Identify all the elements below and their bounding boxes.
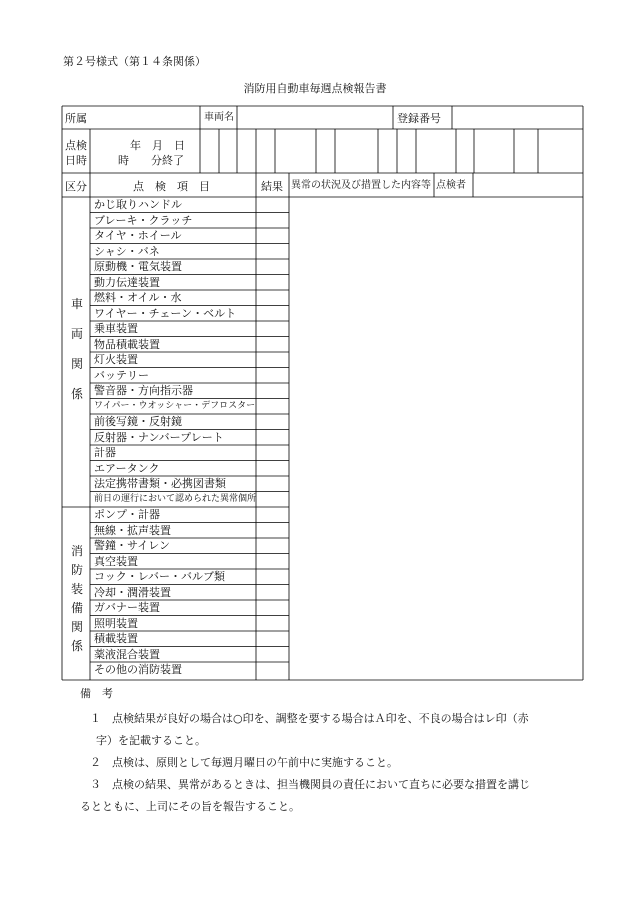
remark-3-line-1: ３ 点検の結果、異常があるときは、担当機関員の責任において直ちに必要な措置を講じ [90, 778, 530, 791]
item-header: 点 検 項 目 [133, 180, 210, 193]
inspection-item: 乗車装置 [94, 322, 138, 335]
inspection-item: コック・レバー・バルブ類 [94, 570, 226, 583]
inspection-item: 灯火装置 [94, 353, 138, 366]
inspection-item: 計器 [94, 446, 116, 459]
inspection-item: ワイヤー・チェーン・ベルト [94, 306, 237, 320]
inspection-item: 無線・拡声装置 [94, 523, 171, 537]
inspection-item: 原動機・電気装置 [94, 260, 182, 273]
result-header: 結果 [261, 180, 283, 193]
registration-number-label: 登録番号 [397, 112, 441, 125]
inspection-item: シャシ・バネ [94, 244, 160, 258]
inspection-item: ガバナー装置 [94, 601, 160, 614]
inspection-item: ワイパー・ウオッシャー・デフロスター [94, 401, 256, 411]
inspection-item: 前日の運行において認められた異常個所 [94, 494, 257, 504]
inspection-item: 燃料・オイル・水 [94, 291, 182, 304]
inspection-item: 前後写鏡・反射鏡 [94, 415, 182, 428]
inspection-item: 薬液混合装置 [94, 647, 160, 661]
inspection-item: かじ取りハンドル [94, 198, 182, 211]
time-field: 時 分終了 [118, 154, 184, 167]
inspection-item: ブレーキ・クラッチ [94, 213, 193, 227]
condition-header: 異常の状況及び措置した内容等 [291, 180, 431, 191]
affiliation-label: 所属 [65, 112, 87, 125]
remark-1-line-2: 字）を記載すること。 [96, 734, 206, 747]
inspection-item: 警鐘・サイレン [94, 539, 170, 552]
inspection-datetime-label-2: 日時 [65, 154, 87, 167]
inspection-item: 照明装置 [94, 616, 138, 630]
inspection-item: タイヤ・ホイール [94, 229, 182, 242]
inspection-item: ポンプ・計器 [94, 508, 160, 521]
inspection-item: 法定携帯書類・必携図書類 [94, 477, 226, 490]
inspection-datetime-label-1: 点検 [65, 139, 87, 152]
inspection-item: 積載装置 [94, 632, 138, 645]
remarks-heading: 備 考 [80, 687, 113, 700]
inspection-item: 動力伝達装置 [94, 275, 160, 289]
inspector-header: 点検者 [436, 180, 466, 191]
inspection-item: 冷却・潤滑装置 [94, 585, 171, 599]
vehicle-category-label: 車 両 関 係 [70, 297, 83, 401]
remark-1-line-1: １ 点検結果が良好の場合は○印を、調整を要する場合はＡ印を、不良の場合はレ印（赤 [90, 712, 529, 725]
vehicle-name-label: 車両名 [204, 112, 234, 123]
form-label: 第２号様式（第１４条関係） [63, 55, 206, 68]
division-header: 区分 [65, 180, 87, 193]
equipment-category-label: 消 防 装 備 関 係 [70, 544, 83, 653]
date-field: 年 月 日 [130, 139, 185, 152]
inspection-item: その他の消防装置 [94, 663, 182, 676]
inspection-item: 警音器・方向指示器 [94, 384, 193, 397]
inspection-item: 反射器・ナンバープレート [94, 430, 224, 444]
document-title: 消防用自動車毎週点検報告書 [243, 82, 387, 95]
inspection-item: エアータンク [94, 461, 160, 475]
inspection-item: 物品積載装置 [94, 337, 160, 351]
remark-2: ２ 点検は、原則として毎週月曜日の午前中に実施すること。 [90, 756, 398, 769]
inspection-item: 真空装置 [94, 554, 138, 568]
inspection-item: バッテリー [94, 368, 149, 382]
remark-3-line-2: るとともに、上司にその旨を報告すること。 [80, 800, 300, 813]
